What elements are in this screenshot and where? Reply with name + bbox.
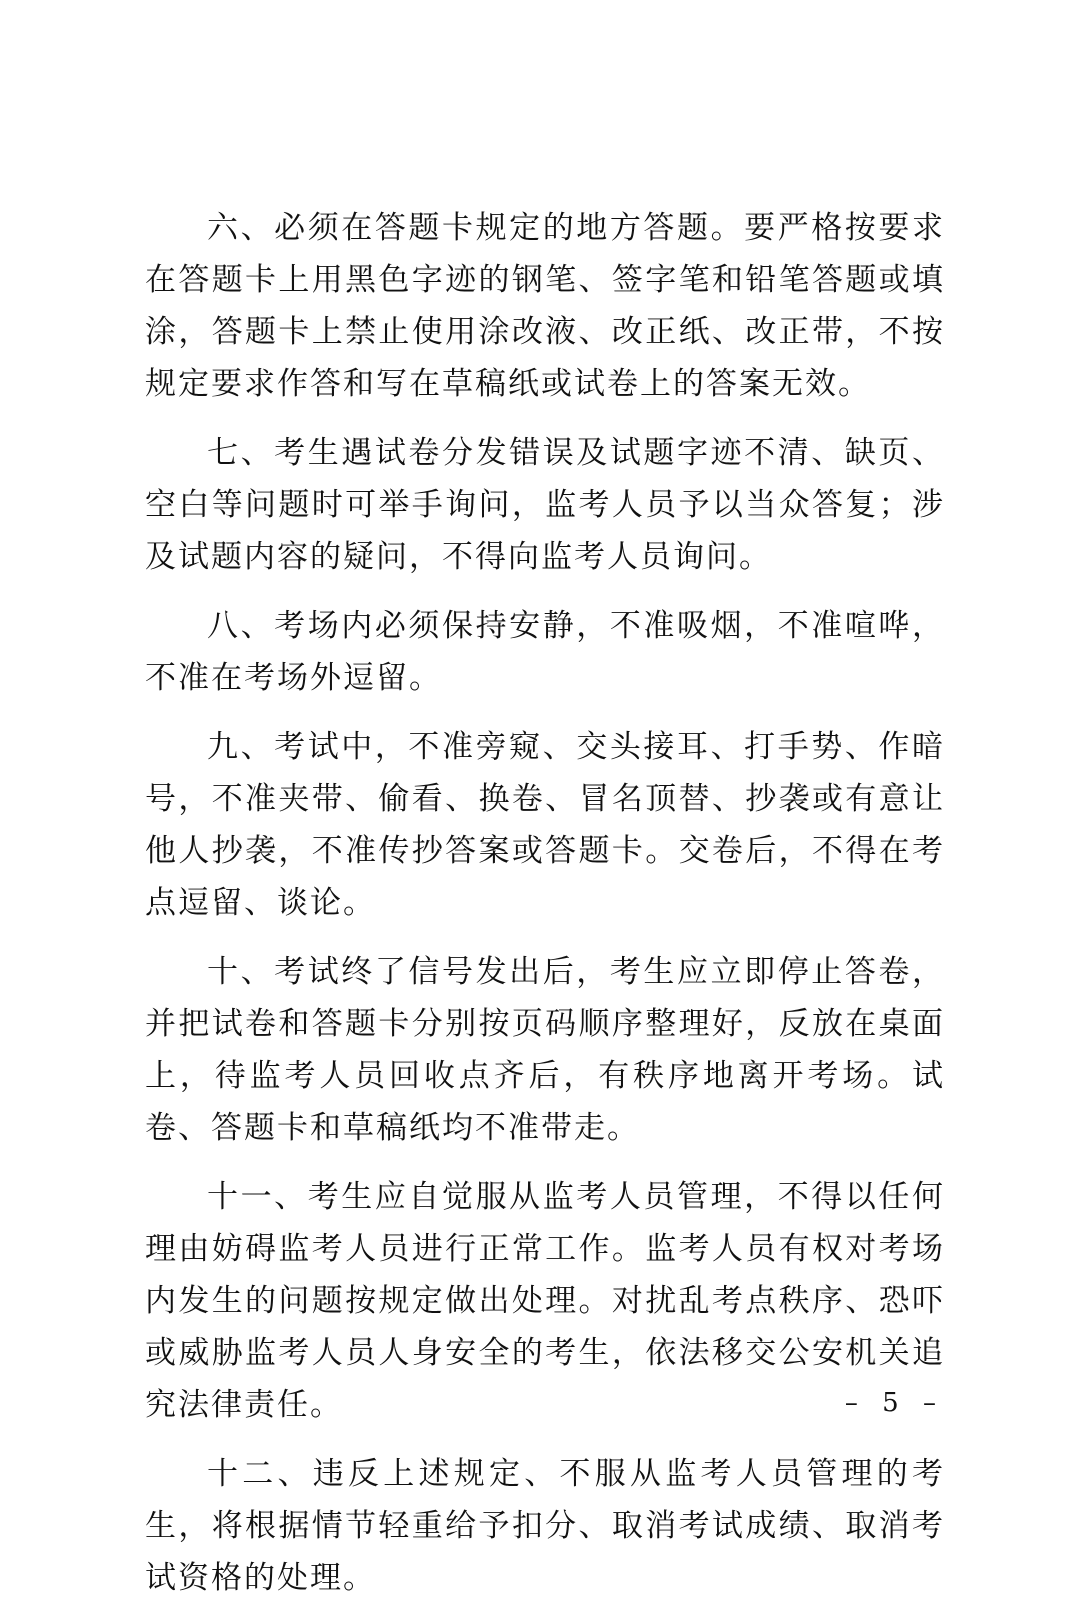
document-body	[145, 202, 945, 1604]
rule-paragraph-12: 十二、违反上述规定、不服从监考人员管理的考生，将根据情节轻重给予扣分、取消考试成绩、取消考试资格的处理。	[145, 1456, 945, 1596]
rule-paragraph-7: 七、考生遇试卷分发错误及试题字迹不清、缺页、空白等问题时可举手询问，监考人员予以当众答复；涉及试题内容的疑问，不得向监考人员询问。	[145, 435, 945, 575]
rule-paragraph-10: 十、考试终了信号发出后，考生应立即停止答卷，并把试卷和答题卡分别按页码顺序整理好，反放在桌面上，待监考人员回收点齐后，有秩序地离开考场。试卷、答题卡和草稿纸均不准带走。	[145, 954, 945, 1146]
rule-paragraph-11: 十一、考生应自觉服从监考人员管理，不得以任何理由妨碍监考人员进行正常工作。监考人员有权对考场内发生的问题按规定做出处理。对扰乱考点秩序、恐吓或威胁监考人员人身安全的考生，依法移交公安机关追究法律责任。	[145, 1179, 945, 1423]
rule-paragraph-8: 八、考场内必须保持安静，不准吸烟，不准喧哗，不准在考场外逗留。	[145, 608, 945, 696]
page-number: – 5 –	[844, 1388, 944, 1418]
rule-paragraph-6: 六、必须在答题卡规定的地方答题。要严格按要求在答题卡上用黑色字迹的钢笔、签字笔和铅笔答题或填涂，答题卡上禁止使用涂改液、改正纸、改正带，不按规定要求作答和写在草稿纸或试卷上的答案无效。	[145, 210, 945, 402]
rule-paragraph-9: 九、考试中，不准旁窥、交头接耳、打手势、作暗号，不准夹带、偷看、换卷、冒名顶替、抄袭或有意让他人抄袭，不准传抄答案或答题卡。交卷后，不得在考点逗留、谈论。	[145, 729, 945, 921]
